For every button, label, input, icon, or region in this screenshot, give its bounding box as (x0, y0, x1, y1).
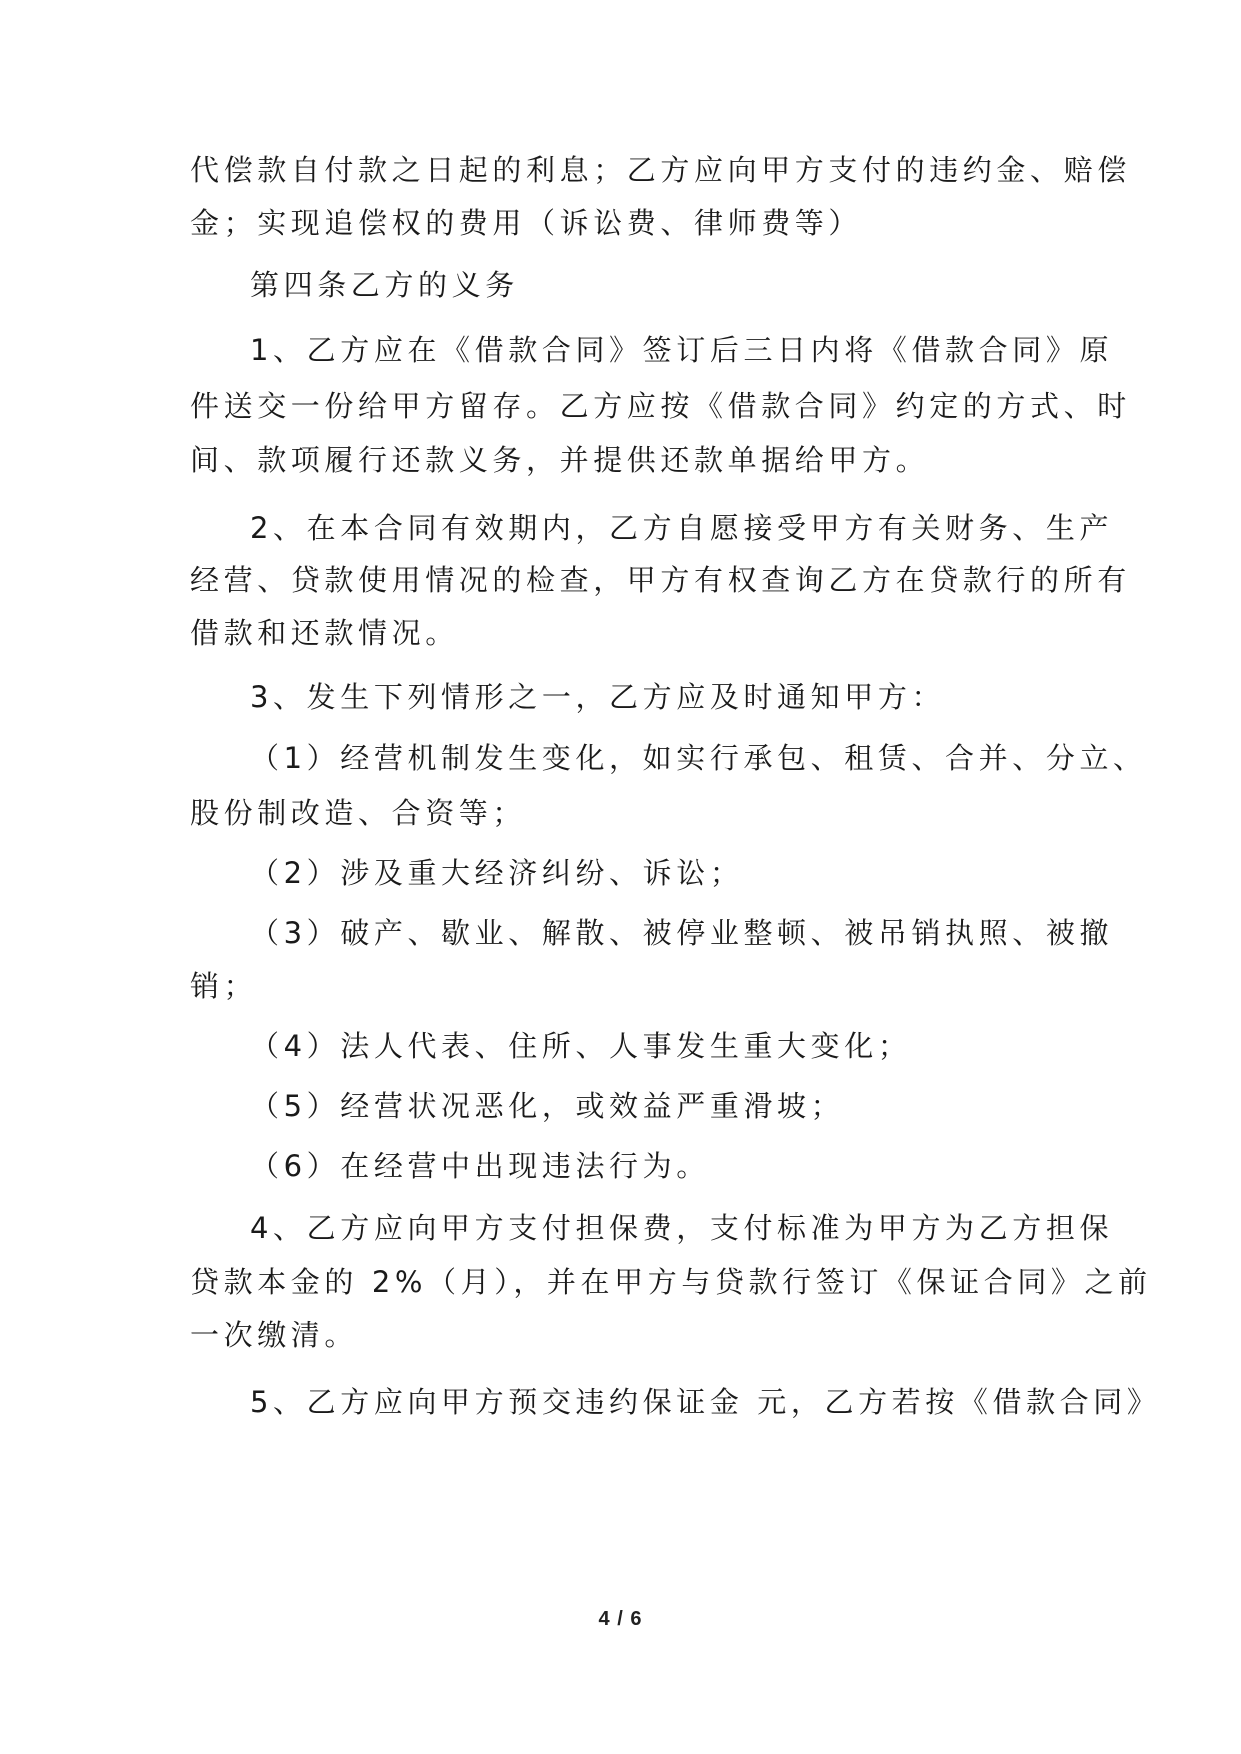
list-item: （4）法人代表、住所、人事发生重大变化； (250, 1029, 912, 1063)
text-line: 2、在本合同有效期内，乙方自愿接受甲方有关财务、生产 (250, 511, 1114, 545)
text-line: 3、发生下列情形之一，乙方应及时通知甲方： (250, 680, 946, 714)
text-line: 经营、贷款使用情况的检查，甲方有权查询乙方在贷款行的所有 (190, 563, 1131, 597)
list-item: （3）破产、歇业、解散、被停业整顿、被吊销执照、被撤 (250, 916, 1114, 950)
text-line: 金；实现追偿权的费用（诉讼费、律师费等） (190, 206, 863, 240)
text-line: 一次缴清。 (190, 1318, 359, 1352)
list-item: （6）在经营中出现违法行为。 (250, 1149, 710, 1183)
text-line: 股份制改造、合资等； (190, 796, 527, 830)
page-number: 4 / 6 (598, 1608, 643, 1630)
text-line: 4、乙方应向甲方支付担保费，支付标准为甲方为乙方担保 (250, 1211, 1114, 1245)
text-line: 销； (190, 969, 258, 1003)
list-item: （1）经营机制发生变化，如实行承包、租赁、合并、分立、 (250, 741, 1147, 775)
list-item: （5）经营状况恶化，或效益严重滑坡； (250, 1089, 845, 1123)
section-heading: 第四条乙方的义务 (250, 268, 519, 302)
text-line: 借款和还款情况。 (190, 616, 459, 650)
text-line: 件送交一份给甲方留存。乙方应按《借款合同》约定的方式、时 (190, 389, 1131, 423)
text-line: 贷款本金的 2%（月），并在甲方与贷款行签订《保证合同》之前 (190, 1265, 1152, 1299)
text-line: 代偿款自付款之日起的利息；乙方应向甲方支付的违约金、赔偿 (190, 153, 1131, 187)
text-line: 5、乙方应向甲方预交违约保证金 元，乙方若按《借款合同》 (250, 1385, 1161, 1419)
list-item: （2）涉及重大经济纠纷、诉讼； (250, 856, 744, 890)
text-line: 间、款项履行还款义务，并提供还款单据给甲方。 (190, 443, 930, 477)
text-line: 1、乙方应在《借款合同》签订后三日内将《借款合同》原 (250, 333, 1114, 367)
